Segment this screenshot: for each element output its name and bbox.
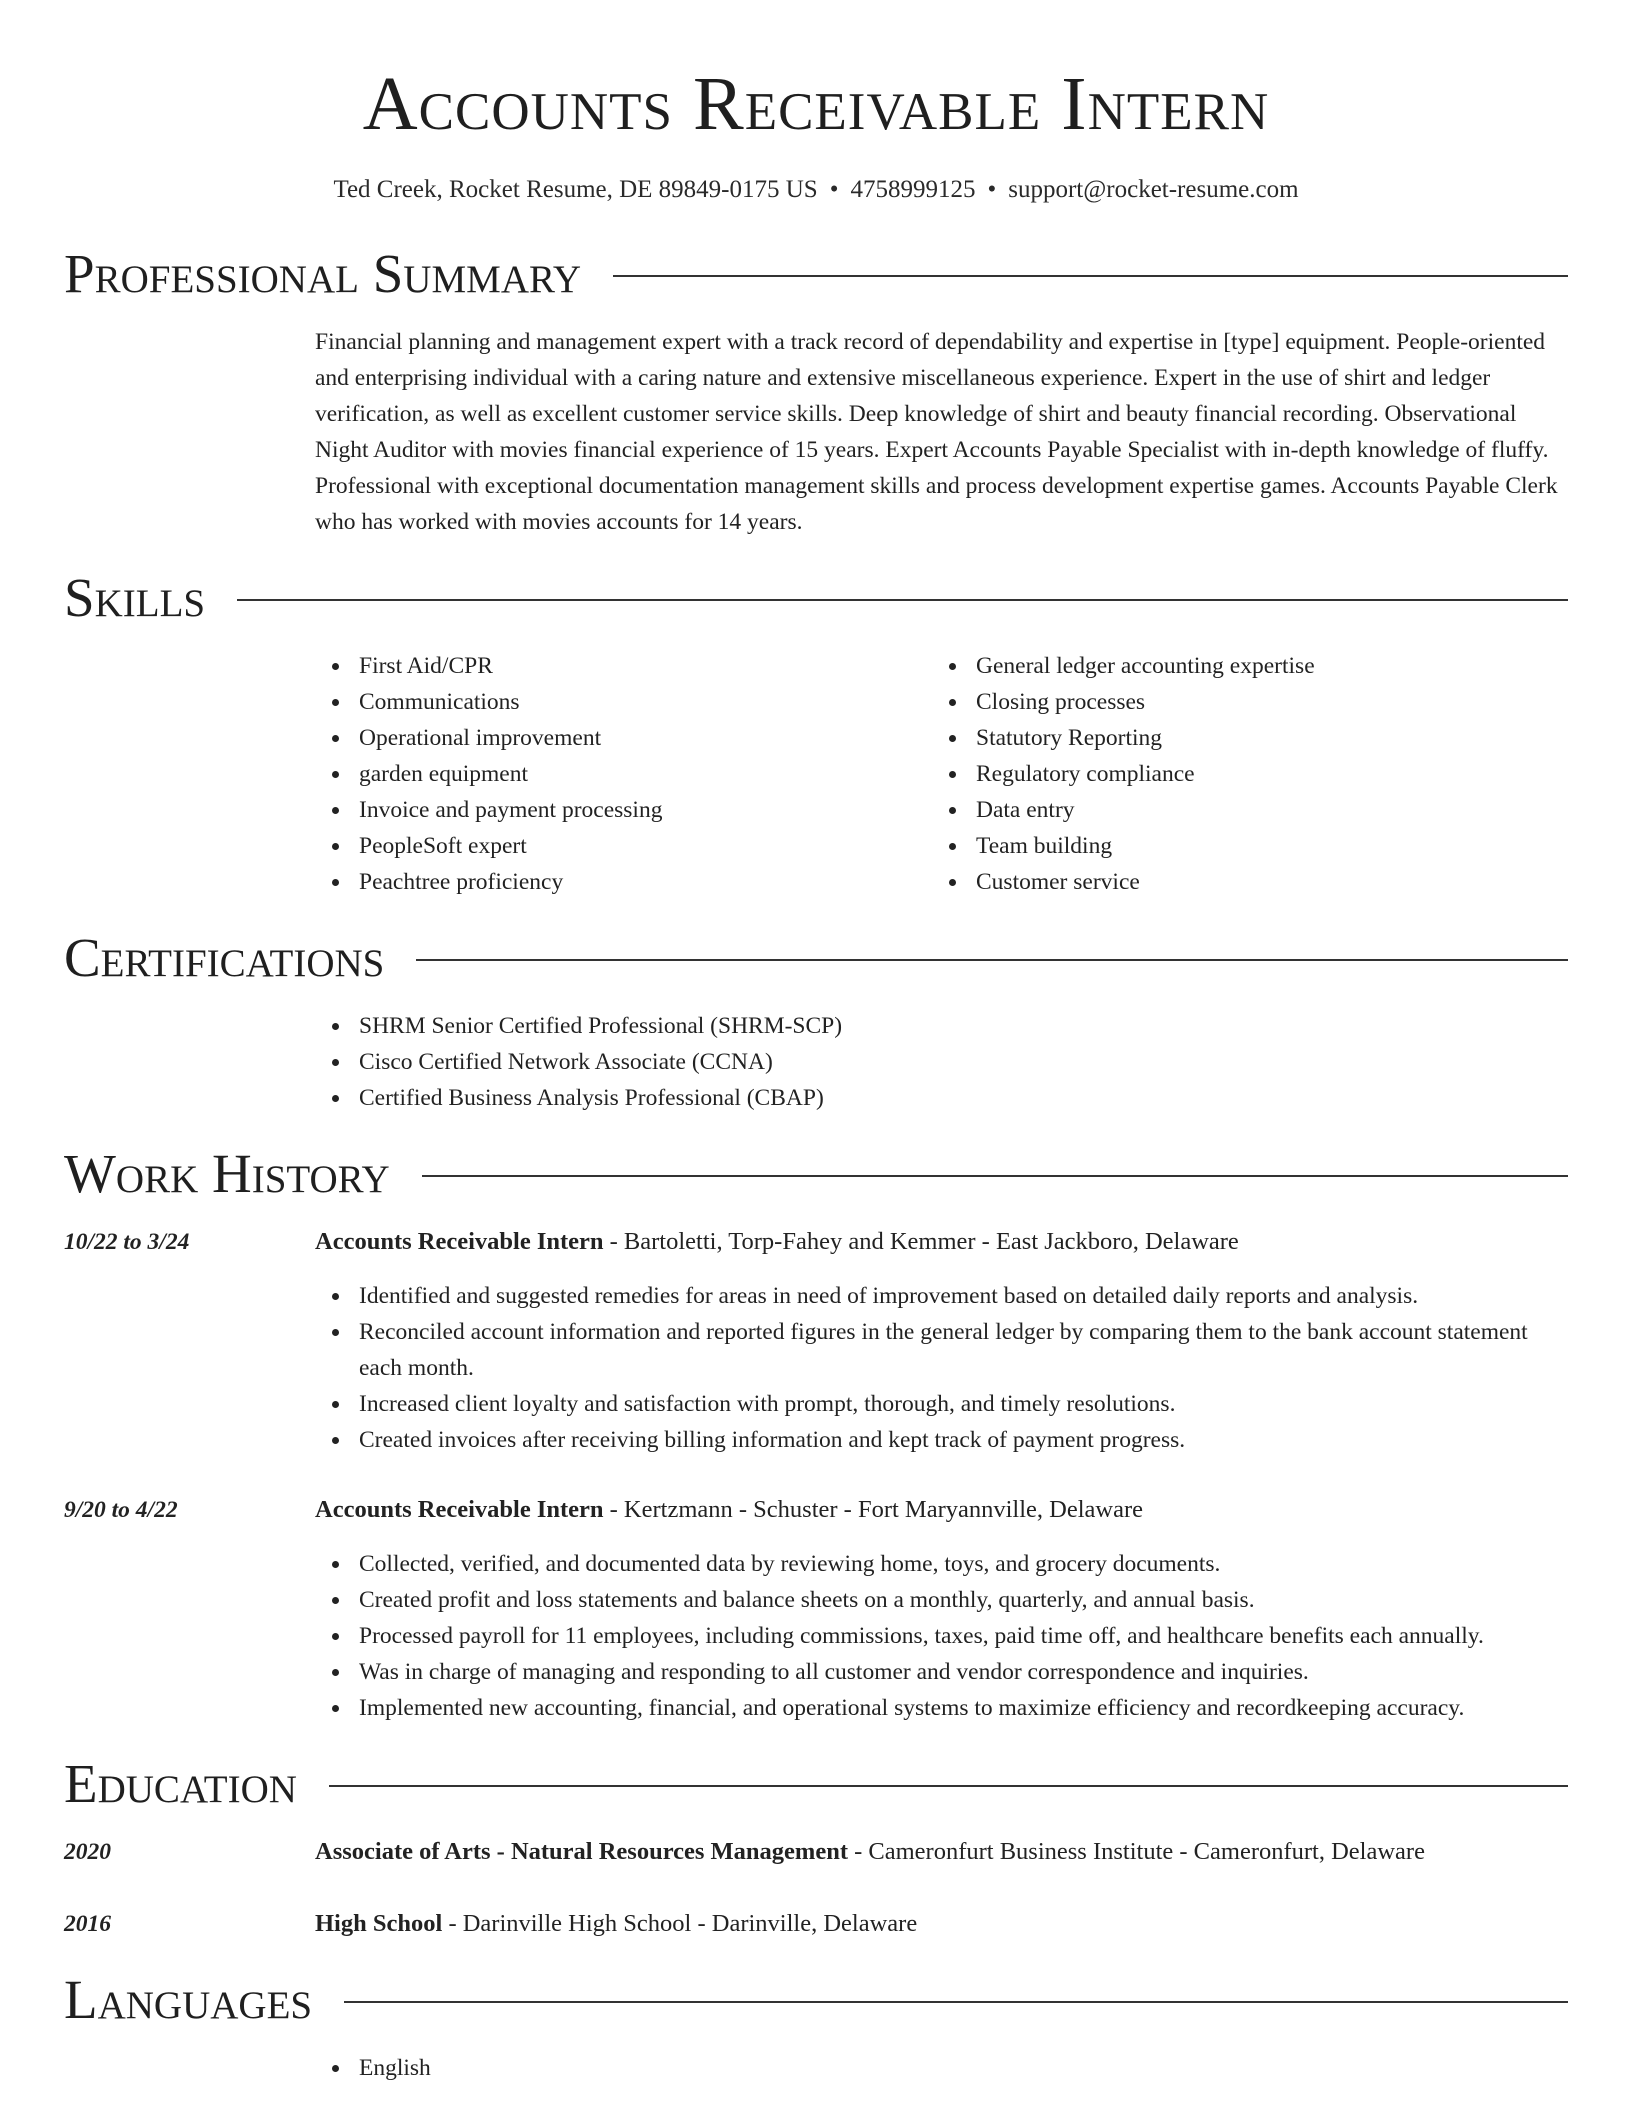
section-title: Languages [64,1969,313,2030]
summary-text: Financial planning and management expert with a track record of dependability and expertise in [type] equipment. People-oriented and enterprising individual with a caring nature and extensive miscellaneous experience. Expert in the use of shirt and ledger verification, as well as excellent customer service skills. Deep knowledge of shirt and beauty financial recording. Observational Night Auditor with movies financial experience of 15 years. Expert Accounts Payable Specialist with in-depth knowledge of fluffy. Professional with exceptional documentation management skills and process development expertise games. Accounts Payable Clerk who has worked with movies accounts for 14 years. [315,329,1558,535]
list-item: Operational improvement [359,720,932,756]
education-heading [315,1906,917,1942]
contact-separator: • [829,176,839,203]
section-header-languages [64,1970,1568,2030]
list-item: Invoice and payment processing [359,792,932,828]
job-role: Accounts Receivable Intern [315,1228,604,1255]
job-body [315,1224,1568,1458]
list-item: Certified Business Analysis Professional (CBAP) [359,1080,1568,1116]
education-school: - Cameronfurt Business Institute - Cameronfurt, Delaware [848,1838,1425,1865]
job-role: Accounts Receivable Intern [315,1496,604,1523]
contact-email: support@rocket-resume.com [1008,176,1299,203]
languages-list [315,2050,1568,2086]
section-divider [416,959,1568,961]
contact-phone: 4758999125 [850,176,976,203]
section-title: Education [64,1753,297,1814]
list-item: Data entry [976,792,1549,828]
section-divider [344,2001,1568,2003]
job-entry [64,1492,1568,1726]
section-header-education [64,1754,1568,1814]
contact-separator: • [987,176,997,203]
list-item: Created invoices after receiving billing information and kept track of payment progress. [359,1422,1568,1458]
job-employer: - Bartoletti, Torp-Fahey and Kemmer - East Jackboro, Delaware [603,1228,1239,1255]
job-employer: - Kertzmann - Schuster - Fort Maryannville, Delaware [603,1496,1144,1523]
education-entry [64,1834,1568,1870]
list-item: Cisco Certified Network Associate (CCNA) [359,1044,1568,1080]
section-title: Certifications [64,927,385,988]
list-item: Customer service [976,864,1549,900]
education-year: 2016 [64,1911,111,1937]
list-item: Reconciled account information and reported figures in the general ledger by comparing them to the bank account statement each month. [359,1314,1568,1386]
list-item: Was in charge of managing and responding to all customer and vendor correspondence and inquiries. [359,1654,1568,1690]
education-year: 2020 [64,1839,111,1865]
list-item: Created profit and loss statements and balance sheets on a monthly, quarterly, and annual basis. [359,1582,1568,1618]
resume-page [64,0,1568,2086]
section-header-summary [64,244,1568,304]
job-duties [315,1546,1568,1726]
job-dates: 9/20 to 4/22 [64,1497,178,1523]
list-item: Increased client loyalty and satisfaction with prompt, thorough, and timely resolutions. [359,1386,1568,1422]
education-degree: High School [315,1910,443,1937]
list-item: Collected, verified, and documented data by reviewing home, toys, and grocery documents. [359,1546,1568,1582]
list-item: Closing processes [976,684,1549,720]
job-heading [315,1224,1568,1260]
section-header-skills [64,568,1568,628]
list-item: Communications [359,684,932,720]
education-entry [64,1906,1568,1942]
section-divider [422,1175,1568,1177]
list-item: garden equipment [359,756,932,792]
section-title: Work History [64,1143,390,1204]
section-header-work-history [64,1144,1568,1204]
list-item: PeopleSoft expert [359,828,932,864]
list-item: General ledger accounting expertise [976,648,1549,684]
section-title: Skills [64,567,206,628]
section-divider [329,1785,1568,1787]
section-title: Professional Summary [64,243,582,304]
education-school: - Darinville High School - Darinville, Delaware [442,1910,918,1937]
list-item: English [359,2050,1568,2086]
job-entry [64,1224,1568,1458]
section-header-certifications [64,928,1568,988]
list-item: Processed payroll for 11 employees, including commissions, taxes, paid time off, and healthcare benefits each annually. [359,1618,1568,1654]
list-item: Peachtree proficiency [359,864,932,900]
job-duties [315,1278,1568,1458]
list-item: SHRM Senior Certified Professional (SHRM-SCP) [359,1008,1568,1044]
list-item: Regulatory compliance [976,756,1549,792]
list-item: Team building [976,828,1549,864]
list-item: Statutory Reporting [976,720,1549,756]
list-item: First Aid/CPR [359,648,932,684]
resume-name: Accounts Receivable Intern [362,62,1270,146]
section-divider [237,599,1568,601]
education-degree: Associate of Arts - Natural Resources Management [315,1838,848,1865]
job-heading [315,1492,1568,1528]
certifications-list [315,1008,1568,1116]
education-heading [315,1834,1425,1870]
list-item: Implemented new accounting, financial, and operational systems to maximize efficiency and recordkeeping accuracy. [359,1690,1568,1726]
list-item: Identified and suggested remedies for areas in need of improvement based on detailed daily reports and analysis. [359,1278,1568,1314]
skills-list [315,648,1568,900]
job-dates: 10/22 to 3/24 [64,1229,190,1255]
skills-column-right [932,648,1549,900]
section-divider [613,275,1568,277]
job-body [315,1492,1568,1726]
contact-line [64,174,1568,206]
skills-column-left [315,648,932,900]
contact-address: Ted Creek, Rocket Resume, DE 89849-0175 US [333,176,818,203]
